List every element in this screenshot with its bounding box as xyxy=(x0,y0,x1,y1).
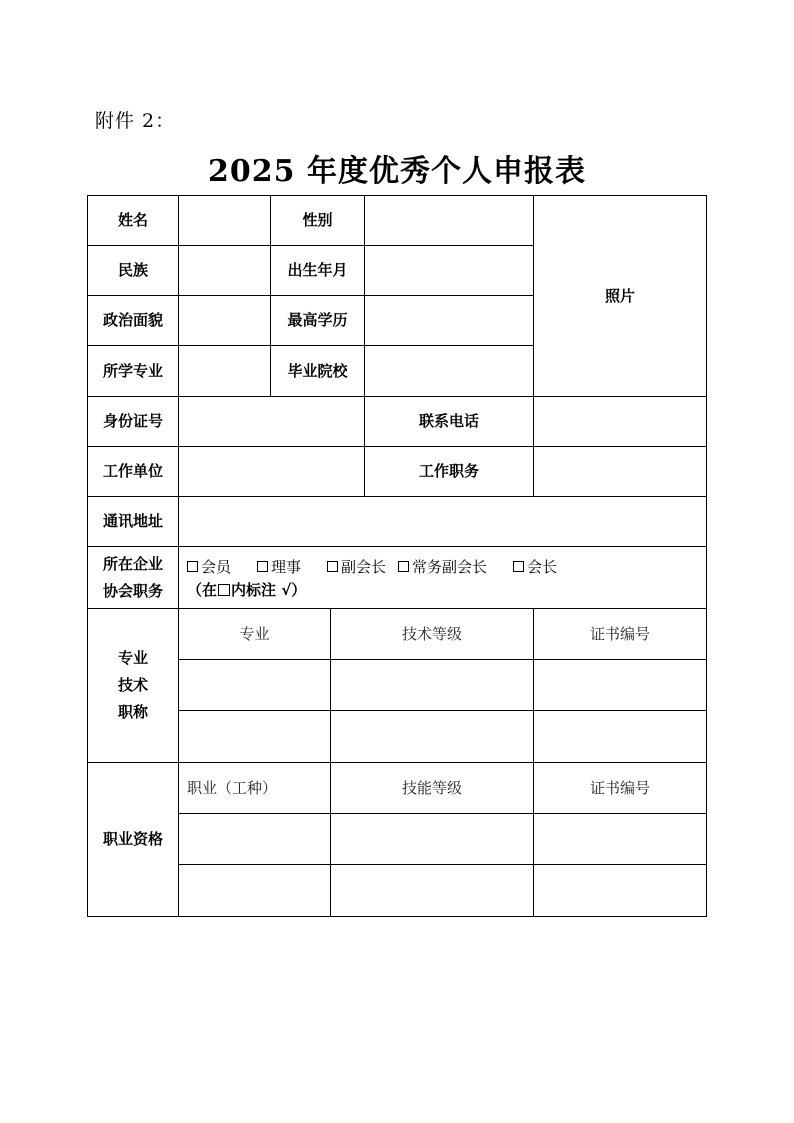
work-unit-field[interactable] xyxy=(178,446,365,497)
tech-row2-cert[interactable] xyxy=(533,710,707,763)
name-label: 姓名 xyxy=(87,195,179,246)
option-member[interactable]: 会员 xyxy=(187,555,231,579)
tech-row1-level[interactable] xyxy=(330,659,534,711)
option-director[interactable]: 理事 xyxy=(257,555,301,579)
qual-row2-level[interactable] xyxy=(330,864,534,917)
application-form xyxy=(87,195,707,917)
association-label xyxy=(87,546,179,609)
id-number-field[interactable] xyxy=(178,396,365,447)
politics-field[interactable] xyxy=(178,295,271,346)
option-president[interactable]: 会长 xyxy=(513,555,557,579)
position-field[interactable] xyxy=(533,446,707,497)
checkbox-icon[interactable] xyxy=(187,561,198,572)
association-options xyxy=(187,555,557,579)
attachment-label: 附件 2： xyxy=(95,110,176,132)
qualification-label: 职业资格 xyxy=(87,762,179,917)
qual-row1-occupation[interactable] xyxy=(178,813,331,865)
tech-title-line2: 技术 xyxy=(117,676,148,694)
address-label: 通讯地址 xyxy=(87,496,179,547)
tech-row1-cert[interactable] xyxy=(533,659,707,711)
school-field[interactable] xyxy=(364,345,534,397)
tech-row2-major[interactable] xyxy=(178,710,331,763)
qual-row2-cert[interactable] xyxy=(533,864,707,917)
tech-header-major: 专业 xyxy=(178,608,331,660)
position-label: 工作职务 xyxy=(364,446,534,497)
gender-label: 性别 xyxy=(270,195,365,246)
tech-title-line1: 专业 xyxy=(117,649,148,667)
option-executive-vice-president[interactable]: 常务副会长 xyxy=(398,555,487,579)
education-field[interactable] xyxy=(364,295,534,346)
qual-row1-cert[interactable] xyxy=(533,813,707,865)
association-options-cell xyxy=(178,546,707,609)
association-note: （在 内标注 √） xyxy=(187,580,307,599)
association-label-line2: 协会职务 xyxy=(102,581,163,600)
work-unit-label: 工作单位 xyxy=(87,446,179,497)
id-number-label: 身份证号 xyxy=(87,396,179,447)
education-label: 最高学历 xyxy=(270,295,365,346)
school-label: 毕业院校 xyxy=(270,345,365,397)
photo-cell[interactable]: 照片 xyxy=(533,195,707,397)
name-field[interactable] xyxy=(178,195,271,246)
checkbox-icon[interactable] xyxy=(257,561,268,572)
address-field[interactable] xyxy=(178,496,707,547)
option-vice-president[interactable]: 副会长 xyxy=(327,555,386,579)
checkbox-icon[interactable] xyxy=(398,561,409,572)
tech-header-level: 技术等级 xyxy=(330,608,534,660)
birth-field[interactable] xyxy=(364,245,534,296)
form-title: 2025 年度优秀个人申报表 xyxy=(208,154,586,189)
tech-header-cert: 证书编号 xyxy=(533,608,707,660)
tech-row1-major[interactable] xyxy=(178,659,331,711)
ethnicity-field[interactable] xyxy=(178,245,271,296)
politics-label: 政治面貌 xyxy=(87,295,179,346)
gender-field[interactable] xyxy=(364,195,534,246)
phone-label: 联系电话 xyxy=(364,396,534,447)
major-label: 所学专业 xyxy=(87,345,179,397)
phone-field[interactable] xyxy=(533,396,707,447)
checkbox-icon[interactable] xyxy=(327,561,338,572)
qual-header-level: 技能等级 xyxy=(330,762,534,814)
tech-title-line3: 职称 xyxy=(117,703,148,721)
checkbox-icon xyxy=(218,584,230,596)
qual-row2-occupation[interactable] xyxy=(178,864,331,917)
major-field[interactable] xyxy=(178,345,271,397)
tech-row2-level[interactable] xyxy=(330,710,534,763)
qual-row1-level[interactable] xyxy=(330,813,534,865)
tech-title-label xyxy=(87,608,179,763)
qual-header-occupation: 职业（工种） xyxy=(178,762,331,814)
birth-label: 出生年月 xyxy=(270,245,365,296)
qual-header-cert: 证书编号 xyxy=(533,762,707,814)
checkbox-icon[interactable] xyxy=(513,561,524,572)
ethnicity-label: 民族 xyxy=(87,245,179,296)
association-label-line1: 所在企业 xyxy=(102,554,163,573)
